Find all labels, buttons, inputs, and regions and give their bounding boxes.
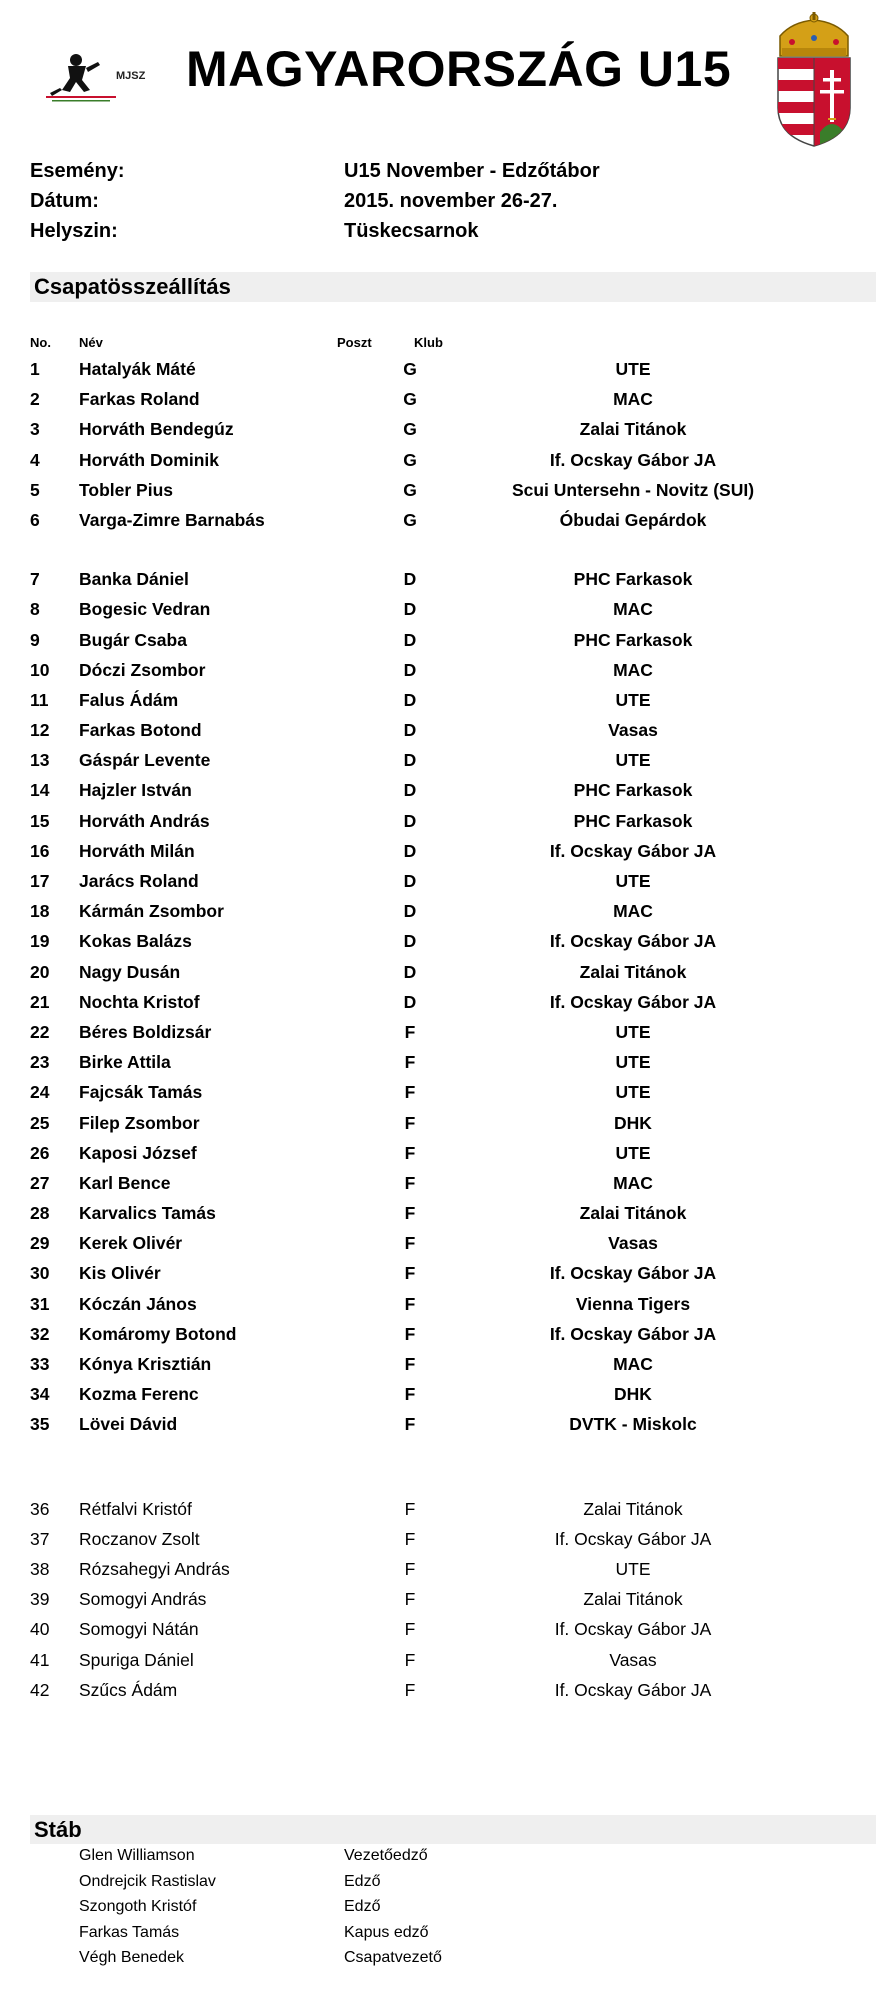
player-position: F [404, 1649, 416, 1670]
player-number: 20 [30, 961, 50, 982]
player-name: Béres Boldizsár [79, 1021, 212, 1042]
player-position: F [404, 1384, 416, 1405]
player-name: Kóczán János [79, 1293, 197, 1314]
player-club: UTE [615, 1082, 651, 1103]
player-number: 9 [30, 629, 40, 650]
player-name: Horváth András [79, 810, 210, 831]
hungary-crest [770, 12, 858, 148]
player-name: Karvalics Tamás [79, 1203, 216, 1224]
player-position: D [403, 750, 417, 771]
player-row [30, 1294, 876, 1324]
player-name: Fajcsák Tamás [79, 1082, 203, 1103]
player-row [30, 569, 876, 599]
venue-label: Helyszin: [30, 220, 118, 242]
player-name: Szűcs Ádám [79, 1679, 178, 1700]
player-number: 19 [30, 931, 50, 952]
player-position: D [403, 629, 417, 650]
player-number: 27 [30, 1172, 50, 1193]
player-number: 3 [30, 419, 40, 440]
player-club: Vasas [608, 1233, 658, 1254]
player-name: Falus Ádám [79, 689, 179, 710]
player-row [30, 419, 876, 449]
page-title: MAGYARORSZÁG U15 [186, 41, 732, 97]
player-name: Kaposi József [79, 1142, 197, 1163]
player-name: Banka Dániel [79, 569, 189, 590]
player-club: UTE [615, 1052, 651, 1073]
player-name: Horváth Milán [79, 840, 195, 861]
player-club: MAC [613, 599, 653, 620]
player-name: Lövei Dávid [79, 1414, 178, 1435]
player-number: 17 [30, 871, 50, 891]
player-position: F [404, 1233, 416, 1254]
roster-section-header [30, 272, 876, 302]
player-number: 33 [30, 1354, 50, 1374]
player-position: G [403, 479, 417, 500]
player-number: 39 [30, 1589, 50, 1610]
staff-name: Farkas Tamás [79, 1923, 180, 1941]
player-name: Somogyi András [79, 1589, 207, 1610]
player-name: Bogesic Vedran [79, 599, 211, 620]
player-name: Tobler Pius [79, 479, 173, 500]
mjsz-logo [46, 50, 158, 104]
player-position: F [404, 1589, 416, 1610]
player-position: G [403, 389, 417, 410]
player-club: MAC [613, 1172, 653, 1193]
player-row [30, 359, 876, 389]
player-position: D [403, 810, 417, 831]
player-name: Kónya Krisztián [79, 1354, 212, 1374]
player-name: Horváth Bendegúz [79, 419, 234, 440]
event-value: U15 November - Edzőtábor [344, 160, 600, 182]
player-row [30, 1589, 876, 1619]
player-position: F [404, 1021, 416, 1042]
player-row [30, 1414, 876, 1444]
player-number: 4 [30, 449, 40, 470]
player-position: F [404, 1679, 416, 1700]
player-club: MAC [613, 901, 653, 922]
player-position: D [403, 689, 417, 710]
player-number: 24 [30, 1082, 50, 1103]
player-club: MAC [613, 389, 653, 410]
player-club: If. Ocskay Gábor JA [549, 931, 717, 952]
player-number: 12 [30, 720, 50, 741]
player-row [30, 630, 876, 660]
player-name: Jarács Roland [79, 871, 199, 891]
player-row [30, 1082, 876, 1112]
player-row [30, 780, 876, 810]
player-club: UTE [615, 359, 651, 379]
player-row [30, 1113, 876, 1143]
extra-forwards-group [30, 1499, 876, 1710]
player-name: Kis Olivér [79, 1263, 161, 1284]
roster-column-headers [30, 335, 876, 355]
player-name: Karl Bence [79, 1172, 171, 1193]
player-number: 28 [30, 1203, 50, 1224]
player-name: Farkas Botond [79, 720, 202, 741]
staff-row [30, 1924, 876, 1950]
player-position: F [404, 1558, 416, 1579]
player-position: F [404, 1112, 416, 1133]
player-position: F [404, 1354, 416, 1374]
player-row [30, 389, 876, 419]
player-position: D [403, 569, 417, 590]
player-name: Bugár Csaba [79, 629, 187, 650]
column-header-club: Klub [414, 335, 443, 350]
player-club: UTE [615, 871, 651, 891]
event-row-venue [30, 220, 730, 250]
player-name: Hajzler István [79, 780, 192, 801]
player-number: 36 [30, 1498, 50, 1519]
column-header-position: Poszt [337, 335, 372, 350]
date-value: 2015. november 26-27. [344, 190, 558, 212]
player-name: Kokas Balázs [79, 931, 192, 952]
player-row [30, 1233, 876, 1263]
player-number: 11 [30, 689, 49, 710]
player-club: PHC Farkasok [573, 569, 693, 590]
player-name: Farkas Roland [79, 389, 200, 410]
player-row [30, 1203, 876, 1233]
player-position: F [404, 1203, 416, 1224]
player-club: PHC Farkasok [573, 810, 693, 831]
player-name: Kerek Olivér [79, 1233, 183, 1254]
player-number: 15 [30, 810, 50, 831]
player-row [30, 480, 876, 510]
player-position: G [403, 359, 417, 379]
staff-row [30, 1898, 876, 1924]
player-number: 31 [30, 1293, 50, 1314]
column-header-name: Név [79, 335, 103, 350]
player-club: Zalai Titánok [583, 1589, 683, 1610]
player-club: If. Ocskay Gábor JA [549, 840, 717, 861]
player-row [30, 599, 876, 629]
player-name: Roczanov Zsolt [79, 1528, 200, 1549]
player-position: F [404, 1263, 416, 1284]
player-name: Spuriga Dániel [79, 1649, 194, 1670]
player-row [30, 720, 876, 750]
player-position: D [403, 780, 417, 801]
player-number: 2 [30, 389, 40, 410]
player-position: D [403, 840, 417, 861]
player-row [30, 450, 876, 480]
staff-role: Edző [344, 1898, 381, 1915]
player-name: Gáspár Levente [79, 750, 211, 771]
player-club: DHK [614, 1384, 652, 1405]
event-row-event [30, 160, 730, 190]
player-name: Birke Attila [79, 1052, 171, 1073]
player-position: G [403, 449, 417, 470]
player-row [30, 871, 876, 901]
player-club: If. Ocskay Gábor JA [549, 991, 717, 1012]
player-position: F [404, 1414, 416, 1435]
staff-row [30, 1847, 876, 1873]
player-row [30, 660, 876, 690]
player-row [30, 510, 876, 540]
player-club: MAC [613, 659, 653, 680]
player-row [30, 1263, 876, 1293]
player-position: F [404, 1293, 416, 1314]
player-name: Komáromy Botond [79, 1323, 237, 1344]
player-number: 37 [30, 1528, 50, 1549]
player-club: UTE [615, 1558, 651, 1579]
player-name: Somogyi Nátán [79, 1619, 199, 1640]
player-position: F [404, 1528, 416, 1549]
player-row [30, 1680, 876, 1710]
player-club: If. Ocskay Gábor JA [549, 449, 717, 470]
player-row [30, 1022, 876, 1052]
player-club: UTE [615, 1142, 651, 1163]
player-position: D [403, 720, 417, 741]
player-row [30, 1559, 876, 1589]
player-club: PHC Farkasok [573, 780, 693, 801]
player-position: D [403, 871, 417, 891]
player-club: Zalai Titánok [579, 961, 687, 982]
player-row [30, 841, 876, 871]
player-club: UTE [615, 750, 651, 771]
player-position: F [404, 1323, 416, 1344]
staff-role: Vezetőedző [344, 1847, 428, 1864]
player-row [30, 992, 876, 1022]
player-club: Zalai Titánok [579, 1203, 687, 1224]
player-number: 25 [30, 1112, 50, 1133]
player-position: F [404, 1052, 416, 1073]
player-number: 21 [30, 991, 50, 1012]
player-number: 32 [30, 1323, 50, 1344]
player-club: DHK [614, 1112, 652, 1133]
player-club: Vienna Tigers [575, 1293, 691, 1314]
player-position: F [404, 1619, 416, 1640]
player-club: DVTK - Miskolc [569, 1414, 697, 1435]
mjsz-logo-text: MJSZ [116, 70, 146, 82]
player-name: Dóczi Zsombor [79, 659, 206, 680]
player-club: If. Ocskay Gábor JA [554, 1619, 712, 1640]
player-number: 7 [30, 569, 40, 590]
player-position: D [403, 961, 417, 982]
staff-row [30, 1873, 876, 1899]
player-number: 41 [30, 1649, 50, 1670]
player-row [30, 931, 876, 961]
player-club: If. Ocskay Gábor JA [554, 1528, 712, 1549]
page-header [0, 0, 876, 150]
player-row [30, 1173, 876, 1203]
player-row [30, 1529, 876, 1559]
player-club: UTE [615, 689, 651, 710]
player-club: Scui Untersehn - Novitz (SUI) [511, 479, 755, 500]
player-row [30, 1324, 876, 1354]
player-row [30, 750, 876, 780]
player-position: D [403, 659, 417, 680]
staff-section-title: Stáb [34, 1817, 82, 1842]
event-info [30, 160, 730, 250]
player-club: Óbudai Gepárdok [559, 509, 707, 530]
player-position: D [403, 991, 417, 1012]
player-name: Varga-Zimre Barnabás [79, 509, 265, 530]
player-position: F [404, 1142, 416, 1163]
player-row [30, 962, 876, 992]
player-number: 10 [30, 659, 50, 680]
player-name: Horváth Dominik [79, 449, 220, 470]
player-name: Kármán Zsombor [79, 901, 224, 922]
player-name: Nagy Dusán [79, 961, 181, 982]
player-position: F [404, 1498, 416, 1519]
player-number: 23 [30, 1052, 50, 1073]
player-row [30, 1143, 876, 1173]
player-row [30, 1619, 876, 1649]
staff-name: Ondrejcik Rastislav [79, 1872, 216, 1890]
event-label: Esemény: [30, 160, 125, 182]
player-name: Rétfalvi Kristóf [79, 1498, 192, 1519]
player-row [30, 1384, 876, 1414]
player-number: 5 [30, 479, 40, 500]
player-row [30, 901, 876, 931]
skaters-group [30, 569, 876, 1444]
coat-of-arms-icon [770, 12, 858, 148]
player-number: 22 [30, 1021, 50, 1042]
player-club: PHC Farkasok [573, 629, 693, 650]
player-row [30, 1052, 876, 1082]
player-name: Filep Zsombor [79, 1112, 200, 1133]
goalies-group [30, 359, 876, 540]
player-number: 35 [30, 1414, 50, 1435]
player-row [30, 1354, 876, 1384]
player-number: 38 [30, 1558, 50, 1579]
player-number: 18 [30, 901, 50, 922]
player-position: G [403, 509, 417, 530]
player-position: F [404, 1082, 416, 1103]
player-row [30, 1650, 876, 1680]
staff-list [30, 1847, 876, 1975]
player-number: 30 [30, 1263, 50, 1284]
player-number: 1 [30, 359, 40, 379]
player-name: Hatalyák Máté [79, 359, 196, 379]
staff-name: Szongoth Kristóf [79, 1898, 197, 1915]
player-number: 42 [30, 1679, 50, 1700]
player-position: G [403, 419, 417, 440]
player-number: 8 [30, 599, 40, 620]
staff-name: Végh Benedek [79, 1949, 184, 1966]
player-club: MAC [613, 1354, 653, 1374]
roster-section-title: Csapatösszeállítás [34, 274, 231, 299]
player-club: Vasas [609, 1649, 657, 1670]
staff-role: Kapus edző [344, 1923, 429, 1941]
staff-section-header [30, 1815, 876, 1844]
player-name: Nochta Kristof [79, 991, 200, 1012]
staff-role: Csapatvezető [344, 1949, 442, 1966]
date-label: Dátum: [30, 190, 99, 212]
player-row [30, 811, 876, 841]
column-header-no: No. [30, 335, 51, 350]
player-row [30, 1499, 876, 1529]
event-row-date [30, 190, 730, 220]
venue-value: Tüskecsarnok [344, 220, 479, 242]
roster-table [30, 335, 876, 1710]
player-name: Kozma Ferenc [79, 1384, 199, 1405]
player-club: Zalai Titánok [583, 1498, 683, 1519]
player-number: 13 [30, 750, 50, 771]
player-number: 29 [30, 1233, 50, 1254]
player-club: Vasas [608, 720, 658, 741]
staff-name: Glen Williamson [79, 1847, 195, 1864]
player-position: D [403, 901, 417, 922]
player-number: 26 [30, 1142, 50, 1163]
player-club: UTE [615, 1021, 651, 1042]
player-position: D [403, 931, 417, 952]
staff-row [30, 1949, 876, 1975]
player-number: 14 [30, 780, 50, 801]
player-club: If. Ocskay Gábor JA [549, 1263, 717, 1284]
staff-role: Edző [344, 1872, 381, 1890]
player-club: If. Ocskay Gábor JA [549, 1323, 717, 1344]
player-club: Zalai Titánok [579, 419, 687, 440]
player-number: 16 [30, 840, 50, 861]
player-position: F [404, 1172, 416, 1193]
player-row [30, 690, 876, 720]
player-number: 6 [30, 509, 40, 530]
player-number: 40 [30, 1619, 50, 1640]
player-name: Rózsahegyi András [79, 1558, 230, 1579]
player-number: 34 [30, 1384, 50, 1405]
player-position: D [403, 599, 417, 620]
player-club: If. Ocskay Gábor JA [554, 1679, 712, 1700]
